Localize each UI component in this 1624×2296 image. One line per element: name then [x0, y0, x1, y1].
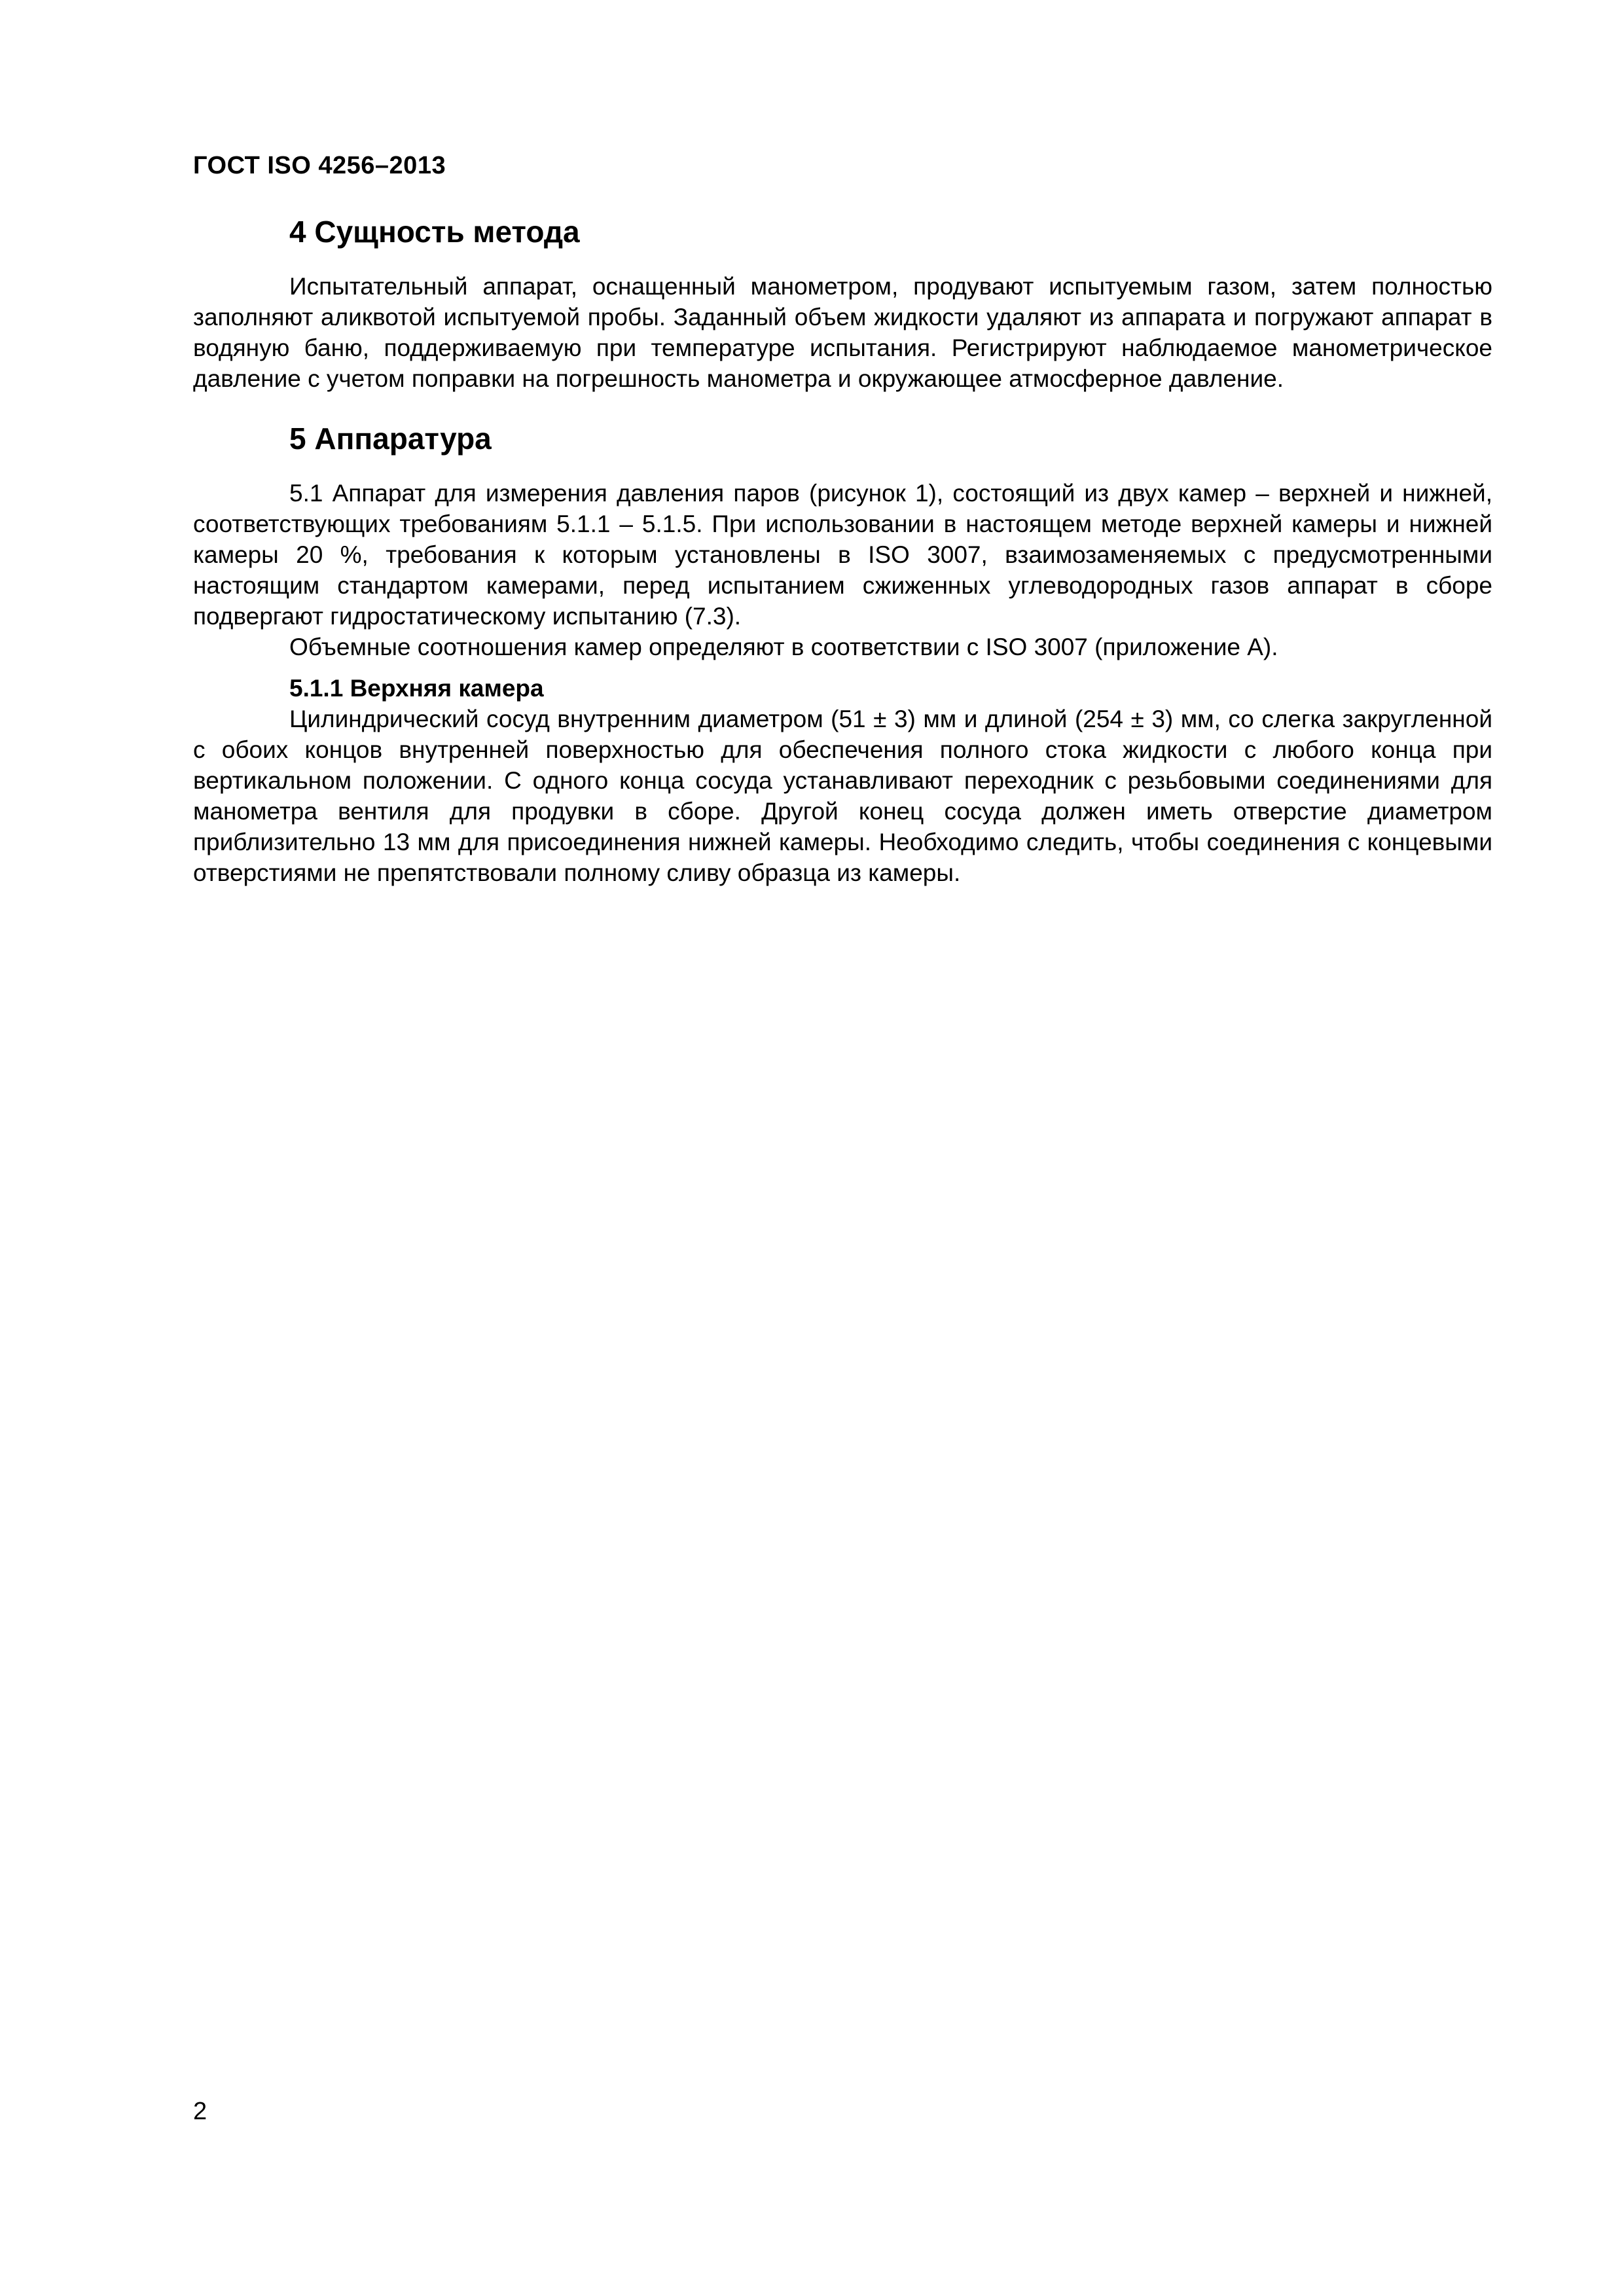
section-5-heading: 5 Аппаратура	[289, 422, 492, 456]
document-body	[193, 213, 1492, 888]
section-5-1-volume-paragraph: Объемные соотношения камер определяют в соответствии с ISO 3007 (приложение А).	[289, 634, 1278, 660]
document-header: ГОСТ ISO 4256–2013	[193, 152, 446, 179]
section-5-1-1-paragraph: Цилиндрический сосуд внутренним диаметром (51 ± 3) мм и длиной (254 ± 3) мм, со слегка закругленной с обоих концов внутренней поверхностью для обеспечения полного стока жидкости с любого конца при вертикальном положении. С одного конца сосуда устанавливают переходник с резьбовыми соединениями для манометра вентиля для продувки в сборе. Другой конец сосуда должен иметь отверстие диаметром приблизительно 13 мм для присоединения нижней камеры. Необходимо следить, чтобы соединения с концевыми отверстиями не препятствовали полному сливу образца из камеры.	[193, 706, 1492, 886]
section-5-1-paragraph: 5.1 Аппарат для измерения давления паров (рисунок 1), состоящий из двух камер – верхней и нижней, соответствующих требованиям 5.1.1 – 5.1.5. При использовании в настоящем методе верхней камеры и нижней камеры 20 %, требования к которым установлены в ISO 3007, взаимозаменяемых с предусмотренными настоящим стандартом камерами, перед испытанием сжиженных углеводородных газов аппарат в сборе подвергают гидростатическому испытанию (7.3).	[193, 480, 1492, 630]
page-number: 2	[193, 2098, 208, 2125]
section-4-paragraph: Испытательный аппарат, оснащенный манометром, продувают испытуемым газом, затем полностью заполняют аликвотой испытуемой пробы. Заданный объем жидкости удаляют из аппарата и погружают аппарат в водяную баню, поддерживаемую при температуре испытания. Регистрируют наблюдаемое манометрическое давление с учетом поправки на погрешность манометра и окружающее атмосферное давление.	[193, 273, 1492, 392]
section-5-1-1-heading: 5.1.1 Верхняя камера	[289, 675, 544, 702]
section-4-heading: 4 Сущность метода	[289, 215, 580, 249]
